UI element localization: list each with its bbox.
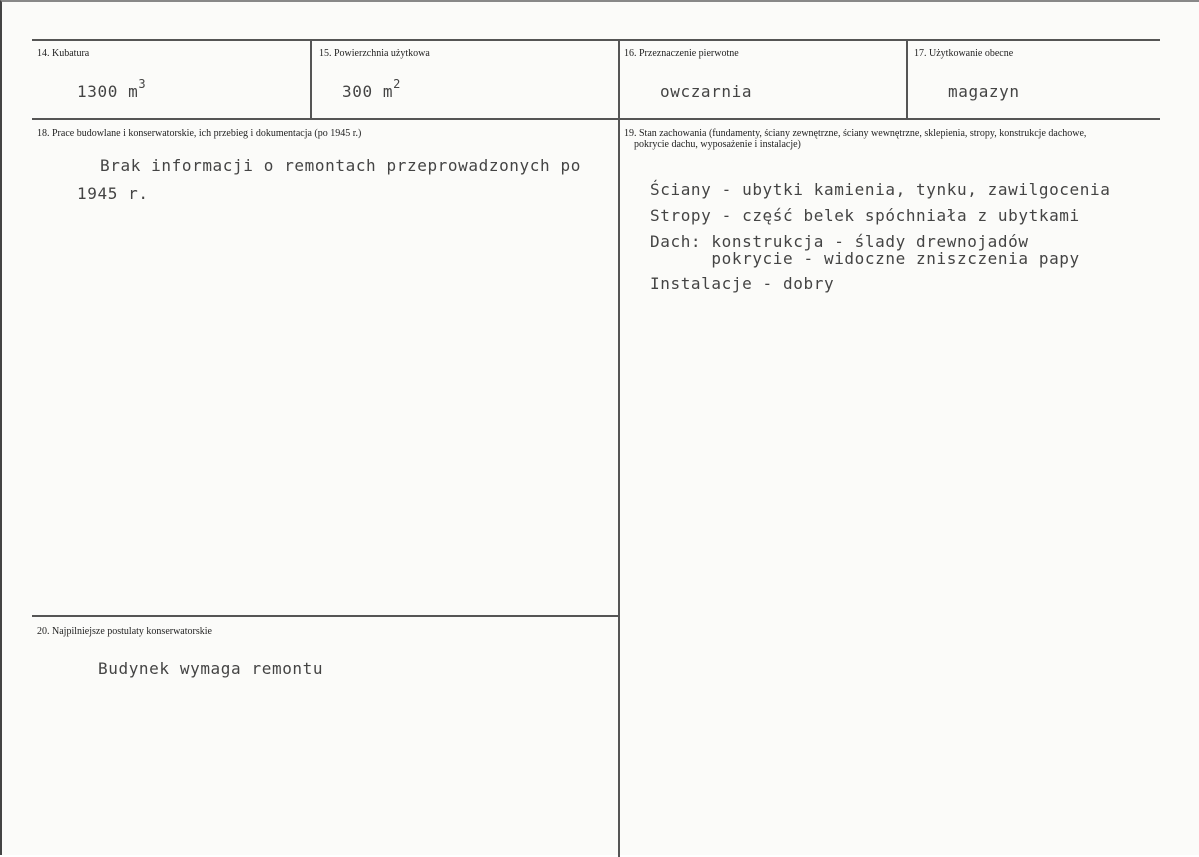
field-19-label-line-1: 19. Stan zachowania (fundamenty, ściany zewnętrzne, ściany wewnętrzne, sklepienia, stropy, konstrukcje dachowe, — [624, 128, 1087, 139]
divider-16-17 — [906, 39, 908, 119]
field-20-label: 20. Najpilniejsze postulaty konserwatorskie — [37, 626, 212, 637]
field-16-label: 16. Przeznaczenie pierwotne — [624, 48, 739, 59]
field-19-line-5: Instalacje - dobry — [650, 274, 835, 293]
field-14-label: 14. Kubatura — [37, 48, 90, 59]
field-19-line-4: pokrycie - widoczne zniszczenia papy — [650, 249, 1080, 268]
field-19-line-3: Dach: konstrukcja - ślady drewnojadów — [650, 232, 1029, 251]
field-16-value: owczarnia — [660, 82, 753, 101]
divider-14-15 — [310, 39, 312, 119]
field-15-value — [342, 77, 401, 101]
field-15-label: 15. Powierzchnia użytkowa — [319, 48, 430, 59]
field-15-unit-sup: 2 — [393, 77, 401, 91]
field-18-label: 18. Prace budowlane i konserwatorskie, ich przebieg i dokumentacja (po 1945 r.) — [37, 128, 362, 139]
field-19-line-2: Stropy - część belek spóchniała z ubytkami — [650, 206, 1080, 225]
field-17-value: magazyn — [948, 82, 1020, 101]
section20-rule — [32, 615, 620, 617]
field-19-label-line-2: pokrycie dachu, wyposażenie i instalacje) — [634, 139, 801, 150]
field-14-value — [77, 77, 147, 101]
field-19-line-1: Ściany - ubytki kamienia, tynku, zawilgocenia — [650, 180, 1111, 199]
field-15-number: 300 m — [342, 82, 394, 101]
header-row-rule — [32, 118, 1160, 120]
field-14-unit-sup: 3 — [138, 77, 147, 91]
field-18-line-2: 1945 r. — [77, 184, 149, 203]
field-17-label: 17. Użytkowanie obecne — [914, 48, 1014, 59]
field-18-line-1: Brak informacji o remontach przeprowadzonych po — [100, 156, 581, 175]
divider-main — [618, 39, 620, 857]
top-rule — [32, 39, 1160, 41]
field-20-value: Budynek wymaga remontu — [98, 659, 324, 678]
field-14-number: 1300 m — [77, 82, 139, 101]
